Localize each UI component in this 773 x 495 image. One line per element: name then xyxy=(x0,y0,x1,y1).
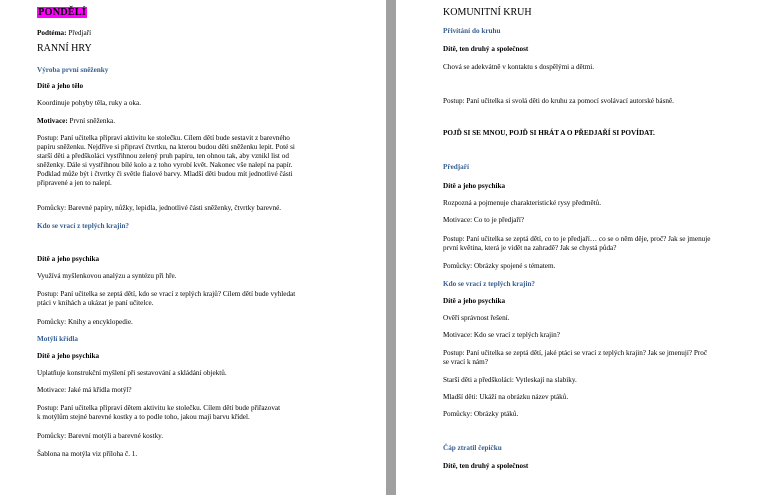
activity-title: Přivítání do kruhu xyxy=(443,27,501,35)
area-label: Dítě a jeho psychika xyxy=(443,297,506,305)
procedure-line: sněženky. Dále si vystřihnou bílé kolo a z toho vyrobí květ. Nakonec vše nalepí na papír. xyxy=(37,161,293,169)
activity-title: Předjaří xyxy=(443,163,469,171)
document-page-right xyxy=(396,0,773,495)
goal-text: Rozpozná a pojmenuje charakteristické rysy předmětů. xyxy=(443,199,602,207)
poem-text: POJĎ SI SE MNOU, POJĎ SI HRÁT A O PŘEDJAŘÍ SI POVÍDAT. xyxy=(443,129,655,137)
motivation: Motivace: Kdo se vrací z teplých krajin? xyxy=(443,331,560,339)
motivation: Motivace: První sněženka. xyxy=(37,117,116,125)
document-page-left xyxy=(0,0,386,495)
materials: Pomůcky: Obrázky ptáků. xyxy=(443,410,519,418)
procedure-line: Podklad může být i čtvrtky či světle fialové barvy. Mladší děti budou mít jednotlivé části xyxy=(37,170,293,178)
motivation: Motivace: Jaké má křídla motýl? xyxy=(37,386,132,394)
procedure-line: Postup: Paní učitelka si svolá děti do kruhu za pomocí svolávací autorské básně. xyxy=(443,97,674,105)
procedure-line: Postup: Paní učitelka připraví dětem aktivitu ke stolečku. Cílem dětí bude přiřazovat xyxy=(37,404,281,412)
day-title: PONDĚLÍ xyxy=(38,7,86,18)
procedure-line: starší děti a předškoláci vystřihnou zelený pruh papíru, ten ohnou tak, aby vznikl list od xyxy=(37,152,289,160)
materials: Pomůcky: Obrázky spojené s tématem. xyxy=(443,262,556,270)
procedure-line: Postup: Paní učitelka se zeptá dětí, jaké ptáci se vrací z teplých krajin? Jak se jmenují? Proč xyxy=(443,349,708,357)
older-children-note: Starší děti a předškoláci: Vytleskají na slabiky. xyxy=(443,376,577,384)
procedure-line: Postup: Paní učitelka se zeptá dětí, kdo se vrací z teplých krajů? Cílem dětí bude vyhledat xyxy=(37,290,296,298)
subtitle: Podtéma: Předjaří xyxy=(37,29,92,37)
younger-children-note: Mladší děti: Ukáží na obrázku název ptáků. xyxy=(443,393,569,401)
procedure-line: k motýlům stejné barevné kostky a to podle toho, jakou mají barvu křídel. xyxy=(37,413,250,421)
area-label: Dítě, ten druhý a společnost xyxy=(443,462,529,470)
procedure-line: se vrací k nám? xyxy=(443,358,488,366)
area-label: Dítě, ten druhý a společnost xyxy=(443,45,529,53)
procedure-line: Postup: Paní učitelka se zeptá dětí, co to je předjaří… co se o něm děje, proč? Jak se jmenuje xyxy=(443,235,711,243)
procedure-line: Postup: Paní učitelka připraví aktivitu ke stolečku. Cílem dětí bude sestavit z barevného xyxy=(37,134,290,142)
activity-title: Čáp ztratil čepičku xyxy=(443,444,502,452)
area-label: Dítě a jeho psychika xyxy=(37,352,100,360)
materials: Pomůcky: Barevné papíry, nůžky, lepidla, jednotlivé části sněženky, čtvrtky barevné. xyxy=(37,204,282,212)
procedure-line: papíru sněženku. Nejdříve si připraví čtvrtku, na kterou budou děti sněženku lepit. Poté si xyxy=(37,143,295,151)
activity-title: Motýlí křídla xyxy=(37,335,78,343)
goal-text: Koordinuje pohyby těla, ruky a oka. xyxy=(37,99,141,107)
motivation: Motivace: Co to je předjaří? xyxy=(443,216,525,224)
section-heading: KOMUNITNÍ KRUH xyxy=(443,7,532,18)
materials: Pomůcky: Knihy a encyklopedie. xyxy=(37,318,133,326)
activity-title: Kdo se vrací z teplých krajin? xyxy=(443,280,536,288)
procedure-line: ptáci v knihách a ukázat je paní učitelce. xyxy=(37,299,154,307)
procedure-line: připravené a jen to nalepí. xyxy=(37,179,112,187)
goal-text: Využívá myšlenkovou analýzu a syntézu při hře. xyxy=(37,272,177,280)
area-label: Dítě a jeho psychika xyxy=(37,255,100,263)
template-note: Šablona na motýla viz příloha č. 1. xyxy=(37,450,138,458)
materials: Pomůcky: Barevní motýli a barevné kostky. xyxy=(37,432,164,440)
section-heading: RANNÍ HRY xyxy=(37,43,92,54)
area-label: Dítě a jeho tělo xyxy=(37,82,84,90)
page-gutter xyxy=(386,0,396,495)
procedure-line: první květina, která je vidět na zahradě? Jak se chystá půda? xyxy=(443,244,617,252)
goal-text: Ověří správnost řešení. xyxy=(443,314,510,322)
goal-text: Uplatňuje konstrukční myšlení při sestavování a skládání objektů. xyxy=(37,369,227,377)
area-label: Dítě a jeho psychika xyxy=(443,182,506,190)
activity-title: Výroba první sněženky xyxy=(37,66,109,74)
goal-text: Chová se adekvátně v kontaktu s dospělými a dětmi. xyxy=(443,63,595,71)
activity-title: Kdo se vrací z teplých krajin? xyxy=(37,222,130,230)
